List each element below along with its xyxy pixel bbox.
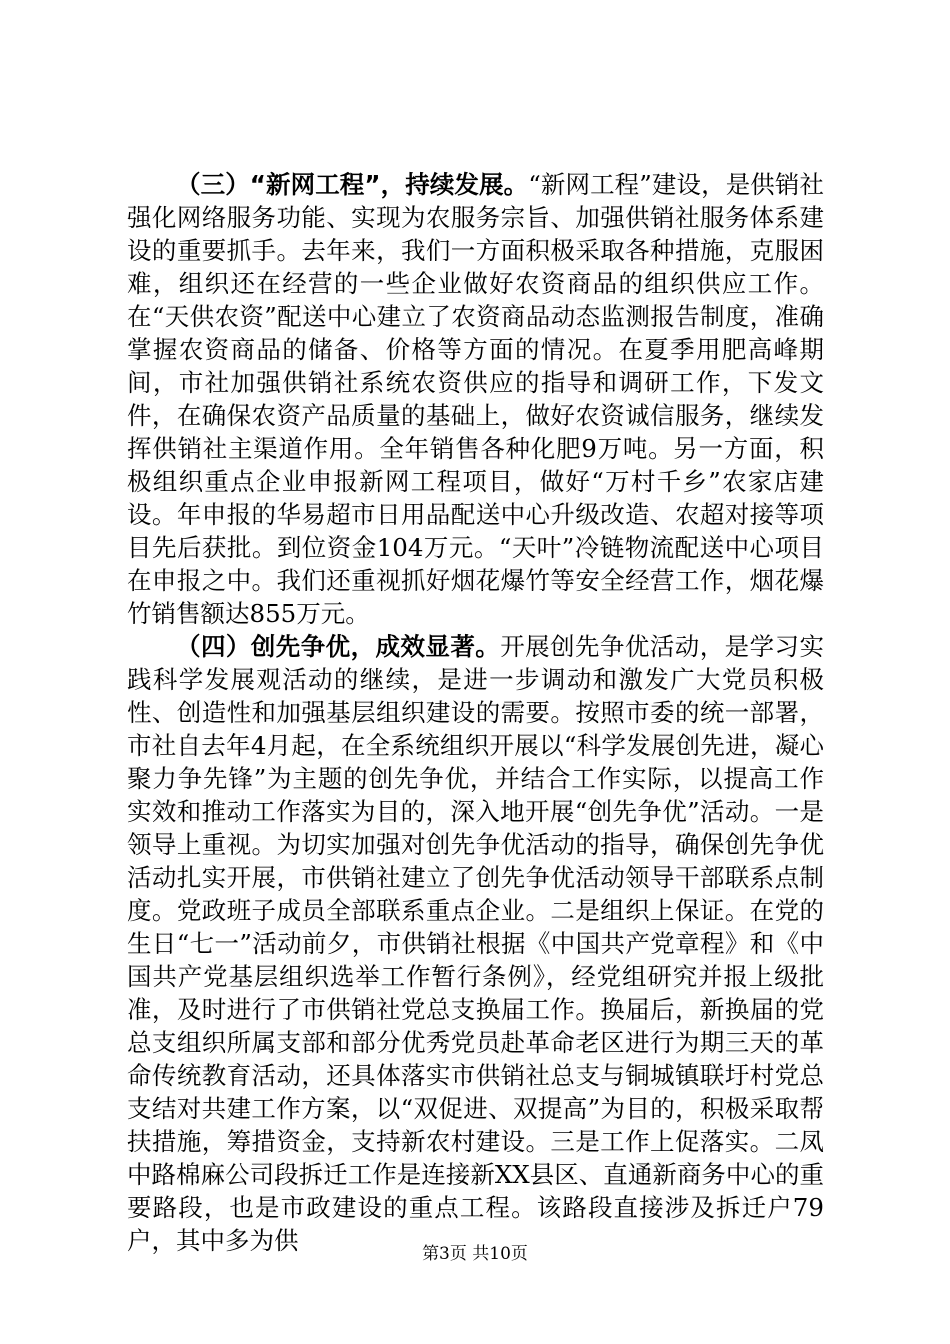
paragraph-new-network-project (127, 168, 824, 630)
paragraph-heading: （四）创先争优，成效显著。 (176, 632, 501, 661)
paragraph-text: “新网工程”建设，是供销社强化网络服务功能、实现为农服务宗旨、加强供销社服务体系建设的重要抓手。去年来，我们一方面积极采取各种措施，克服困难，组织还在经营的一些企业做好农资商品的组织供应工作。在“天供农资”配送中心建立了农资商品动态监测报告制度，准确掌握农资商品的储备、价格等方面的情况。在夏季用肥高峰期间，市社加强供销社系统农资供应的指导和调研工作，下发文件，在确保农资产品质量的基础上，做好农资诚信服务，继续发挥供销社主渠道作用。全年销售各种化肥9万吨。另一方面，积极组织重点企业申报新网工程项目，做好“万村千乡”农家店建设。年申报的华易超市日用品配送中心升级改造、农超对接等项目先后获批。到位资金104万元。“天叶”冷链物流配送中心项目在申报之中。我们还重视抓好烟花爆竹等安全经营工作，烟花爆竹销售额达855万元。 (127, 170, 824, 628)
paragraph-heading: （三）“新网工程”，持续发展。 (176, 170, 529, 199)
document-body (127, 168, 824, 1257)
page-number-footer: 第3页 共10页 (422, 1244, 528, 1264)
paragraph-text: 开展创先争优活动，是学习实践科学发展观活动的继续，是进一步调动和激发广大党员积极性、创造性和加强基层组织建设的需要。按照市委的统一部署，市社自去年4月起，在全系统组织开展以“科学发展创先进，凝心聚力争先锋”为主题的创先争优，并结合工作实际，以提高工作实效和推动工作落实为目的，深入地开展“创先争优”活动。一是领导上重视。为切实加强对创先争优活动的指导，确保创先争优活动扎实开展，市供销社建立了创先争优活动领导干部联系点制度。党政班子成员全部联系重点企业。二是组织上保证。在党的生日“七一”活动前夕，市供销社根据《中国共产党章程》和《中国共产党基层组织选举工作暂行条例》，经党组研究并报上级批准，及时进行了市供销社党总支换届工作。换届后，新换届的党总支组织所属支部和部分优秀党员赴革命老区进行为期三天的革命传统教育活动，还具体落实市供销社总支与铜城镇联圩村党总支结对共建工作方案，以“双促进、双提高”为目的，积极采取帮扶措施，筹措资金，支持新农村建设。三是工作上促落实。二凤中路棉麻公司段拆迁工作是连接新XX县区、直通新商务中心的重要路段，也是市政建设的重点工程。该路段直接涉及拆迁户79户，其中多为供 (127, 632, 824, 1255)
paragraph-create-excellence (127, 630, 824, 1257)
